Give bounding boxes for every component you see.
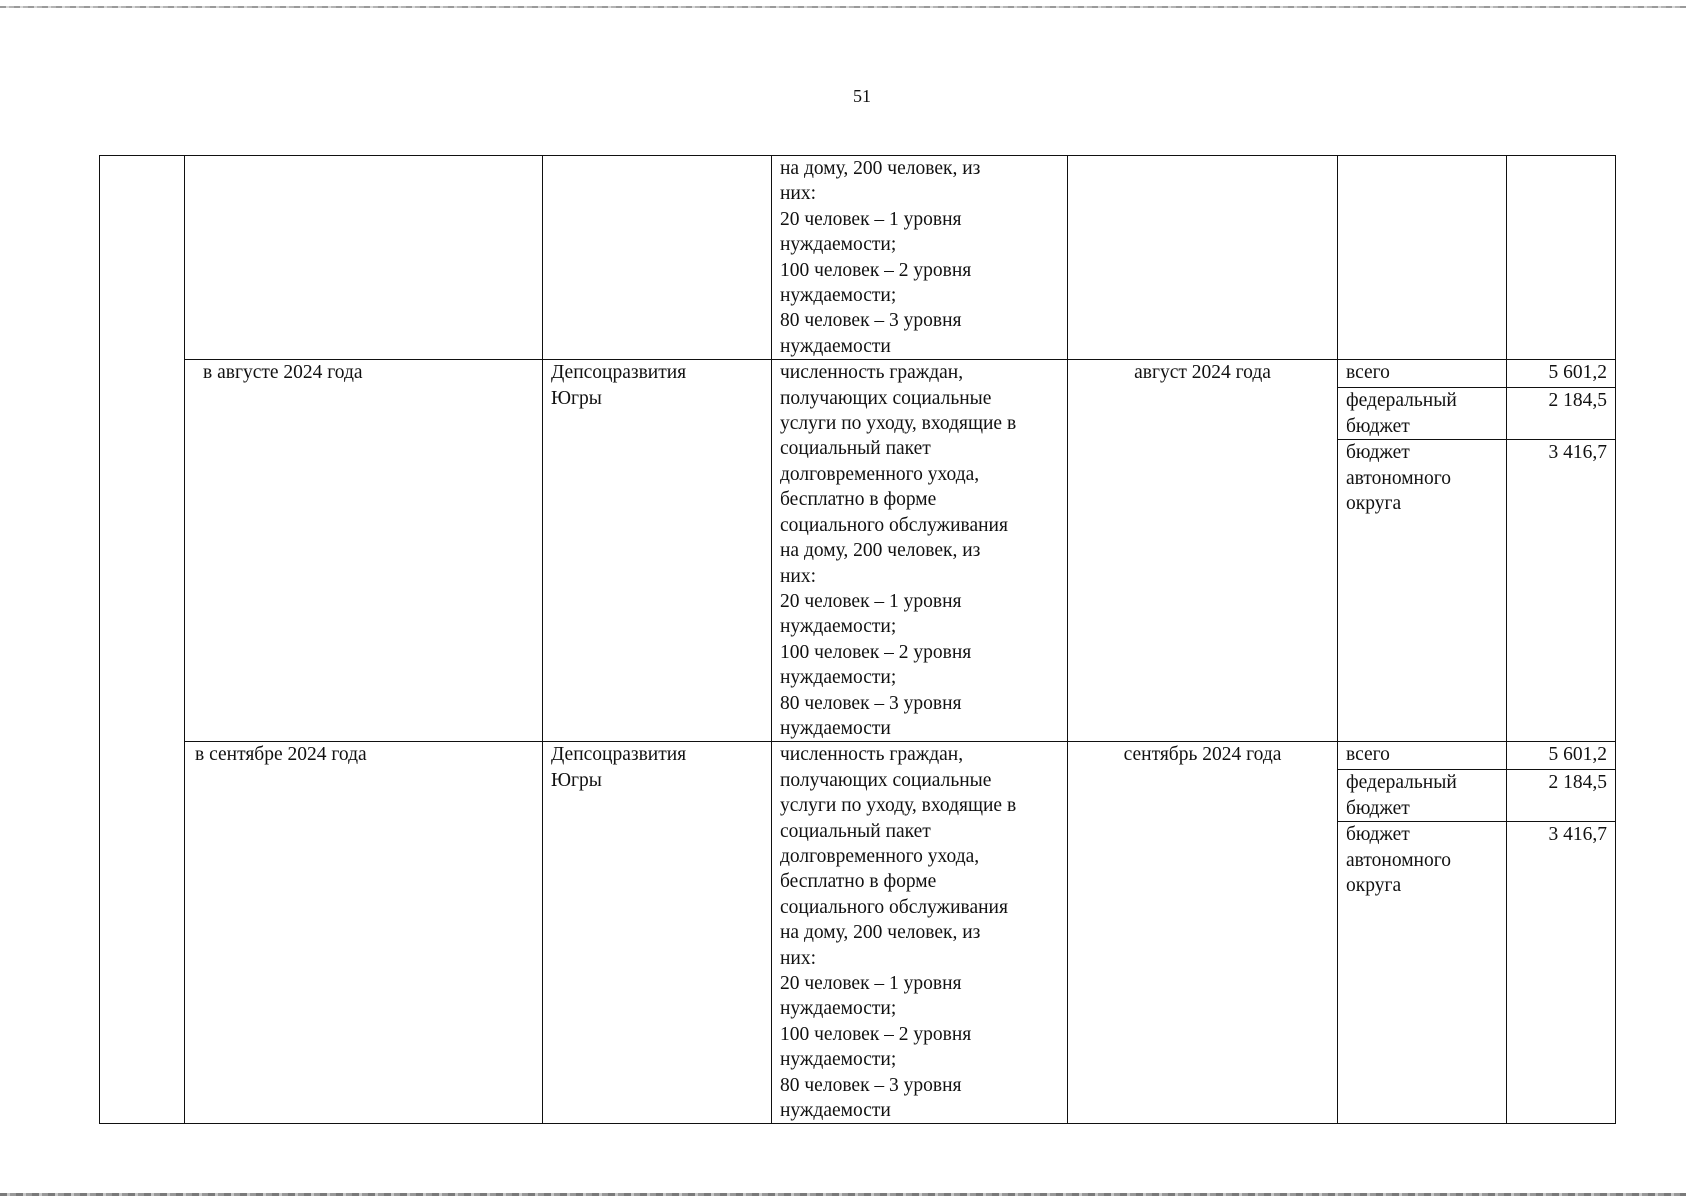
table-row — [100, 360, 1616, 388]
page-number: 51 — [853, 86, 871, 106]
funding-source-cell: бюджет автономного округа — [1338, 822, 1507, 1124]
scan-edge-top — [0, 6, 1686, 8]
measures-table — [99, 155, 1616, 1124]
stage-cell — [185, 156, 543, 360]
funding-source-cell: федеральный бюджет — [1338, 770, 1507, 822]
funding-source-cell: всего — [1338, 742, 1507, 770]
number-cell — [100, 156, 185, 1124]
continuation-row — [100, 156, 1616, 360]
table-row — [100, 742, 1616, 770]
funding-amount-cell: 2 184,5 — [1507, 388, 1616, 440]
stage-cell: в сентябре 2024 года — [185, 742, 543, 1124]
funding-amount-cell: 5 601,2 — [1507, 360, 1616, 388]
funding-source-cell: бюджет автономного округа — [1338, 440, 1507, 742]
funding-amount-cell — [1507, 156, 1616, 360]
funding-source-cell: всего — [1338, 360, 1507, 388]
indicator-cell: численность граждан, получающих социальные услуги по уходу, входящие в социальный пакет долговременного ухода, бесплатно в форме социального обслуживания на дому, 200 человек, из них: 20 человек – 1 уровня нуждаемости; 100 человек – 2 уровня нуждаемости; 80 человек – 3 уровня нуждаемости — [772, 360, 1068, 742]
funding-source-cell: федеральный бюджет — [1338, 388, 1507, 440]
executor-cell: Депсоцразвития Югры — [543, 742, 772, 1124]
funding-amount-cell: 2 184,5 — [1507, 770, 1616, 822]
executor-cell: Депсоцразвития Югры — [543, 360, 772, 742]
period-cell: сентябрь 2024 года — [1068, 742, 1338, 1124]
funding-amount-cell: 3 416,7 — [1507, 440, 1616, 742]
scan-edge-bottom — [0, 1193, 1686, 1196]
executor-cell — [543, 156, 772, 360]
period-cell: август 2024 года — [1068, 360, 1338, 742]
indicator-cell: численность граждан, получающих социальные услуги по уходу, входящие в социальный пакет долговременного ухода, бесплатно в форме социального обслуживания на дому, 200 человек, из них: 20 человек – 1 уровня нуждаемости; 100 человек – 2 уровня нуждаемости; 80 человек – 3 уровня нуждаемости — [772, 742, 1068, 1124]
stage-cell: в августе 2024 года — [185, 360, 543, 742]
funding-amount-cell: 5 601,2 — [1507, 742, 1616, 770]
funding-amount-cell: 3 416,7 — [1507, 822, 1616, 1124]
period-cell — [1068, 156, 1338, 360]
indicator-cell: на дому, 200 человек, из них: 20 человек – 1 уровня нуждаемости; 100 человек – 2 уровня нуждаемости; 80 человек – 3 уровня нуждаемости — [772, 156, 1068, 360]
funding-source-cell — [1338, 156, 1507, 360]
